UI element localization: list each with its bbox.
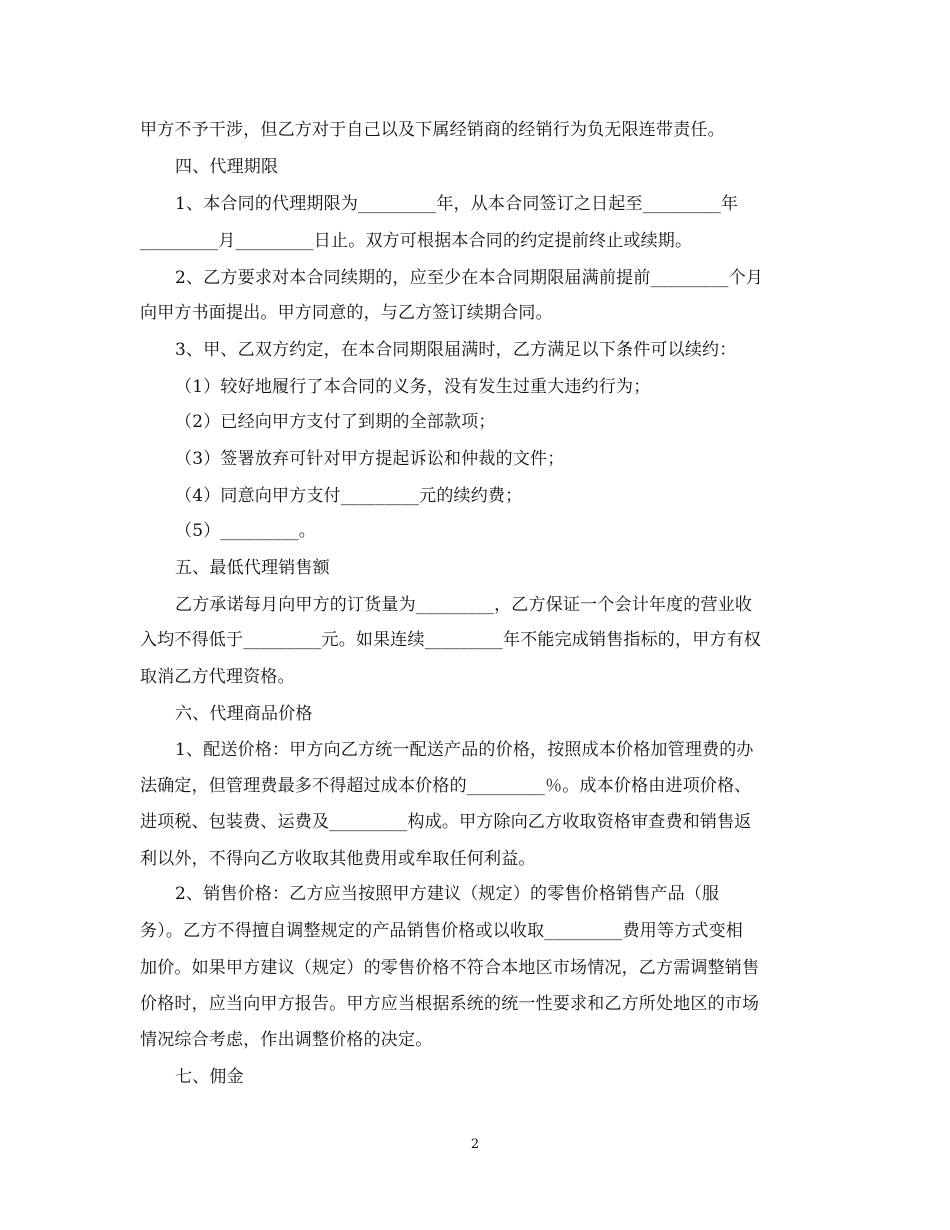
list-item: （3）签署放弃可针对甲方提起诉讼和仲裁的文件；: [175, 449, 565, 469]
body-line: 务）。乙方不得擅自调整规定的产品销售价格或以收取_________费用等方式变相: [140, 921, 743, 941]
section-heading: 六、代理商品价格: [175, 704, 313, 724]
body-line: 2、销售价格：乙方应当按照甲方建议（规定）的零售价格销售产品（服: [175, 884, 720, 904]
list-item: （4）同意向甲方支付_________元的续约费；: [175, 486, 523, 506]
body-line: 甲方不予干涉，但乙方对于自己以及下属经销商的经销行为负无限连带责任。: [140, 120, 725, 140]
body-line: 2、乙方要求对本合同续期的，应至少在本合同期限届满前提前_________个月: [175, 268, 764, 288]
body-line: 入均不得低于_________元。如果连续_________年不能完成销售指标的，甲方有权: [140, 630, 761, 650]
section-heading: 四、代理期限: [175, 157, 279, 177]
body-line: 1、配送价格：甲方向乙方统一配送产品的价格，按照成本价格加管理费的办: [175, 740, 754, 760]
body-line: _________月_________日止。双方可根据本合同的约定提前终止或续期。: [140, 231, 693, 251]
body-line: 乙方承诺每月向甲方的订货量为_________，乙方保证一个会计年度的营业收: [175, 595, 753, 615]
list-item: （2）已经向甲方支付了到期的全部款项；: [175, 412, 496, 432]
page-number: 2: [470, 1137, 480, 1152]
body-line: 利以外，不得向乙方收取其他费用或牟取任何利益。: [140, 849, 536, 869]
body-line: 3、甲、乙双方约定，在本合同期限届满时，乙方满足以下条件可以续约：: [175, 340, 737, 360]
body-line: 进项税、包装费、运费及_________构成。甲方除向乙方收取资格审查费和销售返: [140, 812, 752, 832]
body-line: 加价。如果甲方建议（规定）的零售价格不符合本地区市场情况，乙方需调整销售: [140, 958, 760, 978]
body-line: 取消乙方代理资格。: [140, 667, 295, 687]
body-line: 法确定，但管理费最多不得超过成本价格的_________％。成本价格由进项价格、: [140, 776, 752, 796]
list-item: （1）较好地履行了本合同的义务，没有发生过重大违约行为；: [175, 377, 651, 397]
section-heading: 五、最低代理销售额: [175, 558, 330, 578]
list-item: （5）_________。: [175, 521, 316, 541]
section-heading: 七、佣金: [175, 1067, 244, 1087]
body-line: 向甲方书面提出。甲方同意的，与乙方签订续期合同。: [140, 303, 553, 323]
body-line: 价格时，应当向甲方报告。甲方应当根据系统的统一性要求和乙方所处地区的市场: [140, 994, 760, 1014]
body-line: 情况综合考虑，作出调整价格的决定。: [140, 1030, 433, 1050]
body-line: 1、本合同的代理期限为_________年，从本合同签订之日起至_________年: [175, 194, 739, 214]
